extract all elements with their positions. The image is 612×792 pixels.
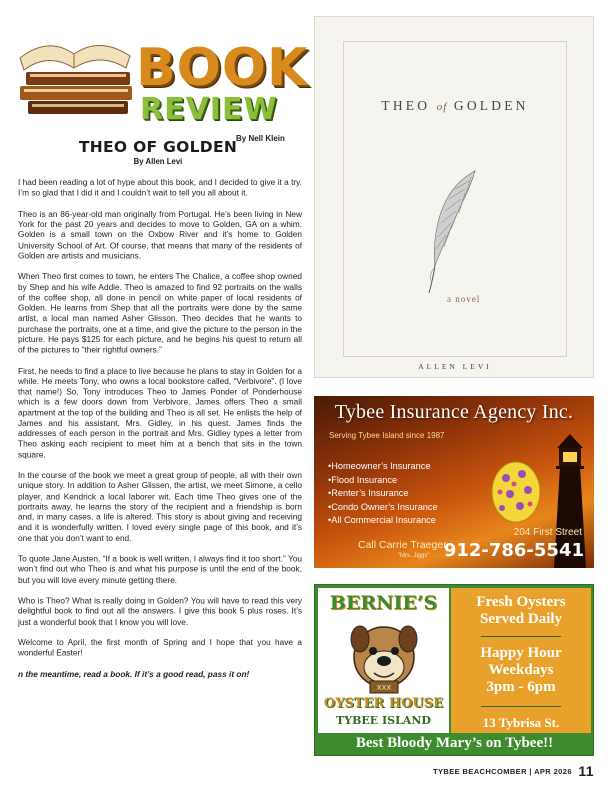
book-author-line: By Allen Levi	[133, 157, 183, 166]
list-item: • Homeowner’s Insurance	[328, 460, 438, 474]
cover-title-right: GOLDEN	[453, 98, 529, 113]
svg-text:XXX: XXX	[376, 684, 392, 692]
divider	[481, 706, 561, 707]
issue-date: APR 2026	[534, 767, 572, 776]
oyster-house-info-panel	[451, 588, 591, 733]
cover-subtitle: a novel	[447, 294, 481, 304]
happy-line-2: Weekdays	[488, 662, 554, 678]
oyster-house-logo	[318, 588, 449, 733]
article-paragraph: In the course of the book we meet a great group of people, all with their own unique story. In addition to Asher Glissen, the artist, we meet Simone, a cello player, and Kendrick a local laborer wit. Each time Theo gives one of the portraits away, he learns the story of the recipient and a friendship is born and, in many cases, a life is altered. This story is about giving and receiving and it is wonderfully written. I loved every single page of this book, and it’s one that you don’t want to end.	[18, 469, 302, 543]
article-title: THEO OF GOLDEN	[78, 138, 238, 156]
article-paragraph: To quote Jane Austen, “If a book is well written, I always find it too short.” You won’t find out who Theo is and what his purpose is until the end of the book, but you will love every minute getting there.	[18, 553, 302, 585]
insurance-contact-nickname: “Mrs. Jiggs”	[398, 553, 430, 559]
divider	[481, 636, 561, 637]
article-paragraph: Theo is an 86-year-old man originally from Portugal. He’s been living in New York for the past 20 years and decides to move to Golden, GA on a whim. Golden is a small town on the Oxbow River and it’s home to Golden University School of Art. Of course, that means that many of the residents of Golden are artists and musicians.	[18, 208, 302, 261]
publication-name: TYBEE BEACHCOMBER	[433, 767, 527, 776]
insurance-ad[interactable]	[314, 396, 594, 568]
article-paragraph: When Theo first comes to town, he enters The Chalice, a coffee shop owned by Shep and his wife Addie. Theo is amazed to find 92 portraits on the walls of the coffee shop, all done in pencil on white paper of local residents of Golden. He learns from Shep that all the portraits were done by the same artist, a local man named Asher Glisson. Theo decides that he wants to purchase the portraits, one at a time, and give the picture to the person in the picture. He pays $125 for each picture, and he begins his quest to return all of the pictures to “their rightful owners.”	[18, 271, 302, 355]
fresh-line-1: Fresh Oysters	[476, 594, 566, 610]
insurance-ad-title: Tybee Insurance Agency Inc.	[334, 401, 574, 423]
oyster-house-brand: BERNIE’S	[329, 592, 438, 614]
list-item: • Renter’s Insurance	[328, 487, 438, 501]
stacked-books-icon	[8, 16, 143, 126]
oyster-house-name: OYSTER HOUSE	[323, 696, 444, 711]
article-paragraph: Welcome to April, the first month of Spring and I hope that you have a wonderful Easter!	[18, 637, 302, 658]
happy-line-3: 3pm - 6pm	[486, 679, 556, 695]
insurance-contact-name: Call Carrie Traeger	[358, 539, 447, 551]
cover-author: ALLEN LEVI	[418, 362, 492, 371]
insurance-address: 204 First Street	[513, 527, 582, 538]
insurance-services-list	[328, 460, 438, 528]
list-item: • Flood Insurance	[328, 474, 438, 488]
article-body	[18, 177, 302, 679]
easter-egg-icon	[488, 454, 544, 524]
book-cover	[314, 16, 594, 378]
article-paragraph: Who is Theo? What is really doing in Golden? You will have to read this very delightful book to find out all the answers. I give this book 5 plus roses. It’s just a wonderful book that I know you will love.	[18, 595, 302, 627]
list-item: • All Commercial Insurance	[328, 514, 438, 528]
cover-title	[315, 98, 595, 114]
page-footer	[433, 763, 594, 779]
oyster-house-ad[interactable]	[314, 584, 594, 756]
insurance-phone-link[interactable]: 912-786-5541	[443, 540, 584, 561]
happy-hour-text	[451, 645, 591, 696]
bloody-mary-banner: Best Bloody Mary’s on Tybee!!	[355, 735, 554, 751]
book-review-header	[8, 16, 309, 143]
footer-separator: |	[529, 767, 532, 776]
article-paragraph: I had been reading a lot of hype about this book, and I decided to give it a try. I’m so glad that I did it and I couldn’t wait to tell you all about it.	[18, 177, 302, 198]
oyster-house-address: 13 Tybrisa St.	[482, 715, 560, 730]
book-wordmark: BOOK	[136, 38, 309, 98]
cover-title-of: of	[436, 101, 448, 113]
insurance-ad-tagline: Serving Tybee Island since 1987	[329, 431, 445, 440]
happy-line-1: Happy Hour	[480, 645, 562, 661]
oyster-house-location: TYBEE ISLAND	[336, 714, 431, 727]
feather-illustration	[425, 167, 485, 297]
fresh-oysters-text	[451, 594, 591, 628]
cover-title-left: THEO	[381, 98, 431, 113]
bulldog-mascot-icon	[348, 617, 420, 695]
list-item: • Condo Owner’s Insurance	[328, 501, 438, 515]
page-number: 11	[578, 763, 594, 779]
article-closing-line: n the meantime, read a book. If it’s a good read, pass it on!	[18, 668, 250, 679]
article-paragraph: First, he needs to find a place to live because he plans to stay in Golden for a while. He meets Tony, who owns a local bookstore called, “Verbivore”. (I love that name!) So, Tony introduces Theo to James Ponder of Ponderhouse which is a few doors down from Verbivore. James offers Theo a small apartment at the top of the building and Theo is all set. He enlists the help of James and his assistant, Mrs. Gidley, in his quest. James finds the addresses of each person in the portrait and Mrs. Gidley types a letter from Theo asking each recipient to meet him at a bench that sits in the town square.	[18, 365, 302, 460]
fresh-line-2: Served Daily	[479, 611, 563, 627]
review-wordmark: REVIEW	[140, 92, 278, 127]
column-byline: By Nell Klein	[236, 134, 285, 143]
